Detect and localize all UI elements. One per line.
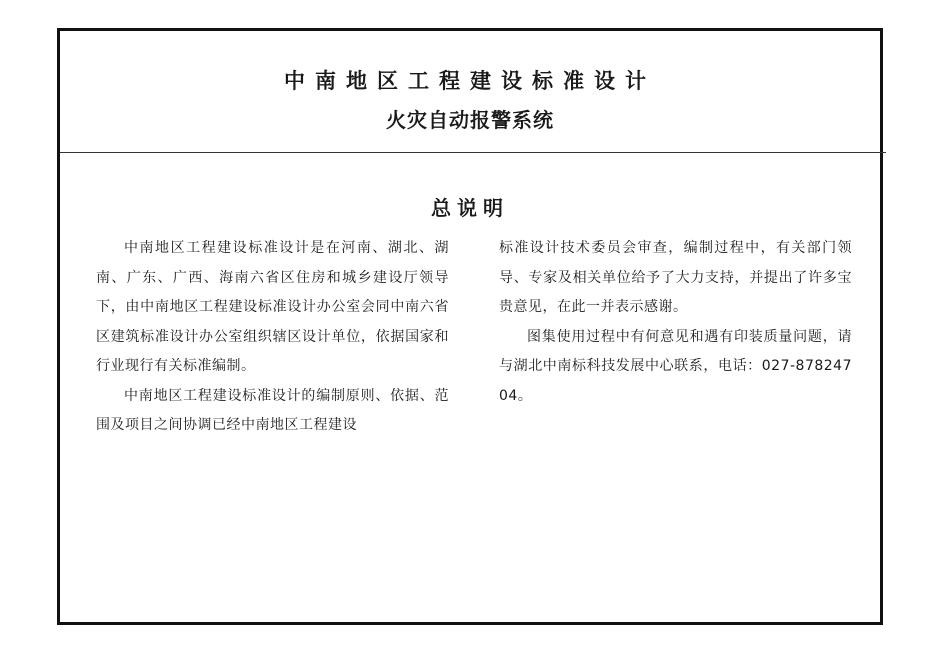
document-title: 中南地区工程建设标准设计 <box>284 69 656 93</box>
section-title: 总说明 <box>431 196 509 220</box>
page-frame <box>57 28 883 625</box>
paragraph-intro: 中南地区工程建设标准设计是在河南、湖北、湖南、广东、广西、海南六省区住房和城乡建设厅领导下，由中南地区工程建设标准设计办公室会同中南六省区建筑标准设计办公室组织辖区设计单位，依据国家和行业现行有关标准编制。 <box>96 240 449 374</box>
paragraph-contact: 图集使用过程中有何意见和遇有印装质量问题，请与湖北中南标科技发展中心联系，电话：027-87824704。 <box>499 328 852 404</box>
right-text-column <box>499 234 852 411</box>
left-text-column <box>96 234 449 441</box>
paragraph-principles-continued: 标准设计技术委员会审查，编制过程中，有关部门领导、专家及相关单位给予了大力支持，并提出了许多宝贵意见，在此一并表示感谢。 <box>499 240 852 315</box>
header-divider <box>60 152 886 153</box>
paragraph-principles: 中南地区工程建设标准设计的编制原则、依据、范围及项目之间协调已经中南地区工程建设 <box>96 387 449 433</box>
document-subtitle: 火灾自动报警系统 <box>386 108 554 132</box>
